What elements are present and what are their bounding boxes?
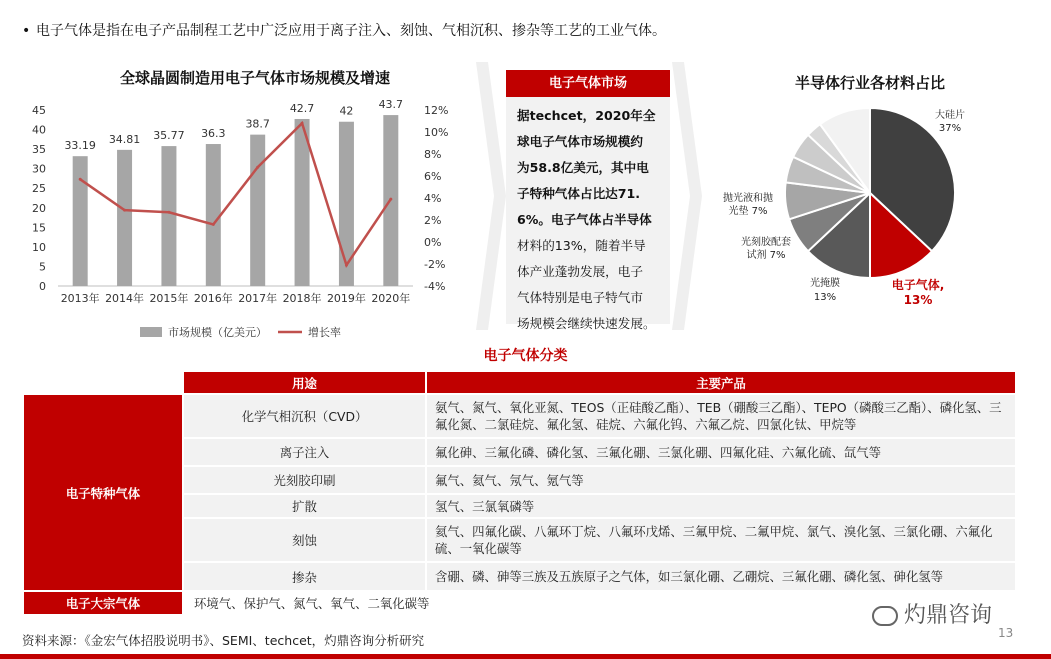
callout-text [506, 97, 670, 337]
right-axis-tick: 4% [424, 192, 442, 205]
left-chevron-decoration [476, 62, 506, 330]
bar [117, 150, 132, 286]
right-axis-tick: 0% [424, 236, 442, 249]
right-axis-tick: -2% [424, 258, 446, 271]
left-axis-tick: 30 [32, 162, 46, 176]
pie-label-resist-line2: 试剂 7% [746, 250, 786, 261]
left-axis-tick: 45 [32, 104, 46, 117]
market-callout [506, 70, 670, 331]
callout-line: 据techcet，2020年全 [517, 108, 656, 123]
page-number: 13 [998, 626, 1014, 640]
bar-data-label: 43.7 [378, 98, 404, 112]
callout-line: 子特种气体占比达71. [517, 186, 641, 201]
products-cell: 含硼、磷、砷等三族及五族原子之气体，如三氯化硼、乙硼烷、三氟化硼、磷化氢、砷化氢等 [426, 562, 1016, 591]
bar-data-label: 36.3 [201, 127, 226, 141]
products-cell: 氢气、三氯氧磷等 [426, 494, 1016, 518]
table-row-bulk [23, 591, 1016, 615]
pie-label-polish-line2: 光垫 7% [728, 206, 768, 217]
left-axis-tick: 0 [39, 280, 46, 293]
pie-chart [700, 95, 1040, 315]
line-point [345, 264, 348, 267]
callout-line: 6%。电子气体占半导体 [517, 212, 652, 227]
right-axis-tick: -4% [424, 280, 446, 293]
pie-label-mask-pct: 13% [813, 292, 837, 303]
bar-data-label: 42.7 [289, 101, 315, 115]
right-chevron-decoration [672, 62, 702, 330]
callout-line: 气体特别是电子特气市 [517, 290, 643, 305]
table-row [23, 394, 1016, 438]
pie-chart-title: 半导体行业各材料占比 [794, 74, 945, 92]
bar-data-label: 35.77 [153, 129, 185, 143]
left-axis-tick: 20 [32, 201, 46, 215]
intro-text: 电子气体是指在电子产品制程工艺中广泛应用于离子注入、刻蚀、气相沉积、掺杂等工艺的工业气体。 [36, 23, 666, 39]
x-axis-tick: 2019年 [326, 292, 366, 305]
bar [161, 146, 176, 286]
left-axis-tick: 5 [39, 260, 46, 274]
left-axis-tick: 35 [32, 143, 46, 157]
pie-label-mask-name: 光掩膜 [810, 278, 840, 289]
x-axis-tick: 2017年 [238, 292, 278, 305]
callout-line: 场规模会继续快速发展。 [517, 316, 656, 331]
left-axis-tick: 40 [32, 123, 46, 137]
pie-label-resist-line1: 光刻胶配套 [741, 237, 791, 248]
use-cell: 扩散 [183, 494, 426, 518]
table-header-use: 用途 [183, 371, 426, 394]
products-cell: 氨气、氮气、氧化亚氮、TEOS（正硅酸乙酯）、TEB（硼酸三乙酯）、TEPO（磷酸三乙酯）、磷化氢、三氟化氮、二氯硅烷、氟化氢、硅烷、六氟化钨、六氟乙烷、四氯化钛、甲烷等 [426, 394, 1016, 438]
right-axis-tick: 8% [424, 148, 442, 161]
callout-line: 体产业蓬勃发展，电子 [517, 264, 643, 279]
x-axis-tick: 2016年 [193, 292, 233, 305]
source-note: 资料来源：《金宏气体招股说明书》、SEMI、techcet，灼鼎咨询分析研究 [22, 633, 425, 648]
bulk-gas-products: 环境气、保护气、氮气、氧气、二氧化碳等 [183, 591, 1016, 615]
line-point [123, 209, 126, 212]
classification-table [22, 370, 1017, 616]
watermark-text: 灼鼎咨询 [904, 603, 993, 628]
right-axis-tick: 12% [424, 104, 449, 117]
bar-data-label: 42 [339, 104, 354, 118]
line-point [301, 122, 304, 125]
callout-line: 球电子气体市场规模约 [517, 134, 643, 149]
bar-chart-title: 全球晶圆制造用电子气体市场规模及增速 [119, 69, 390, 87]
products-cell: 氦气、四氟化碳、八氟环丁烷、八氟环戊烯、三氟甲烷、二氟甲烷、氯气、溴化氢、三氯化硼、六氟化硫、一氧化碳等 [426, 518, 1016, 562]
bulk-gas-label: 电子大宗气体 [23, 591, 183, 615]
line-point [79, 178, 82, 181]
x-axis-tick: 2020年 [371, 292, 411, 305]
line-point [167, 211, 170, 214]
x-axis-tick: 2013年 [60, 292, 100, 305]
classification-title: 电子气体分类 [483, 348, 568, 364]
products-cell: 氟气、氦气、氖气、氪气等 [426, 466, 1016, 494]
bar-data-label: 34.81 [108, 132, 141, 146]
right-axis-tick: 10% [424, 126, 449, 139]
bar-data-label: 33.19 [64, 139, 96, 153]
bar-data-label: 38.7 [245, 117, 270, 131]
right-axis-tick: 6% [424, 170, 442, 183]
line-point [256, 166, 259, 169]
bar [73, 156, 88, 286]
pie-label-silicon-name: 大硅片 [935, 110, 965, 121]
x-axis-tick: 2015年 [149, 292, 189, 305]
bar [206, 144, 221, 286]
products-cell: 氟化砷、三氟化磷、磷化氢、三氟化硼、三氯化硼、四氟化硅、六氟化硫、氙气等 [426, 438, 1016, 466]
bar-line-chart [0, 95, 476, 345]
bottom-accent-bar [0, 654, 1051, 659]
x-axis-tick: 2018年 [282, 292, 322, 305]
pie-label-silicon-pct: 37% [938, 123, 962, 134]
callout-line: 材料的13%，随着半导 [517, 238, 646, 253]
watermark [872, 598, 992, 629]
intro-line [22, 20, 666, 40]
right-axis-tick: 2% [424, 214, 442, 227]
left-axis-tick: 25 [32, 182, 46, 196]
line-point [212, 223, 215, 226]
pie-label-egas-pct: 13% [903, 293, 933, 307]
use-cell: 光刻胶印刷 [183, 466, 426, 494]
use-cell: 化学气相沉积（CVD） [183, 394, 426, 438]
line-point [389, 198, 392, 201]
legend-bar-swatch [140, 327, 162, 337]
use-cell: 刻蚀 [183, 518, 426, 562]
table-header-products: 主要产品 [426, 371, 1016, 394]
callout-line: 为58.8亿美元，其中电 [517, 160, 649, 175]
legend-bar-label: 市场规模（亿美元） [168, 326, 267, 339]
left-axis-tick: 10 [32, 240, 46, 254]
table-header-blank [23, 371, 183, 394]
special-gas-label: 电子特种气体 [23, 394, 183, 591]
pie-label-polish-line1: 抛光液和抛 [723, 193, 773, 204]
use-cell: 离子注入 [183, 438, 426, 466]
callout-title: 电子气体市场 [506, 70, 670, 97]
legend-line-label: 增长率 [308, 326, 341, 339]
wechat-icon [872, 606, 898, 626]
bullet-icon: • [22, 23, 31, 39]
pie-label-egas-name: 电子气体, [891, 278, 945, 292]
left-axis-tick: 15 [32, 221, 46, 235]
bar [250, 135, 265, 286]
x-axis-tick: 2014年 [105, 292, 145, 305]
use-cell: 掺杂 [183, 562, 426, 591]
